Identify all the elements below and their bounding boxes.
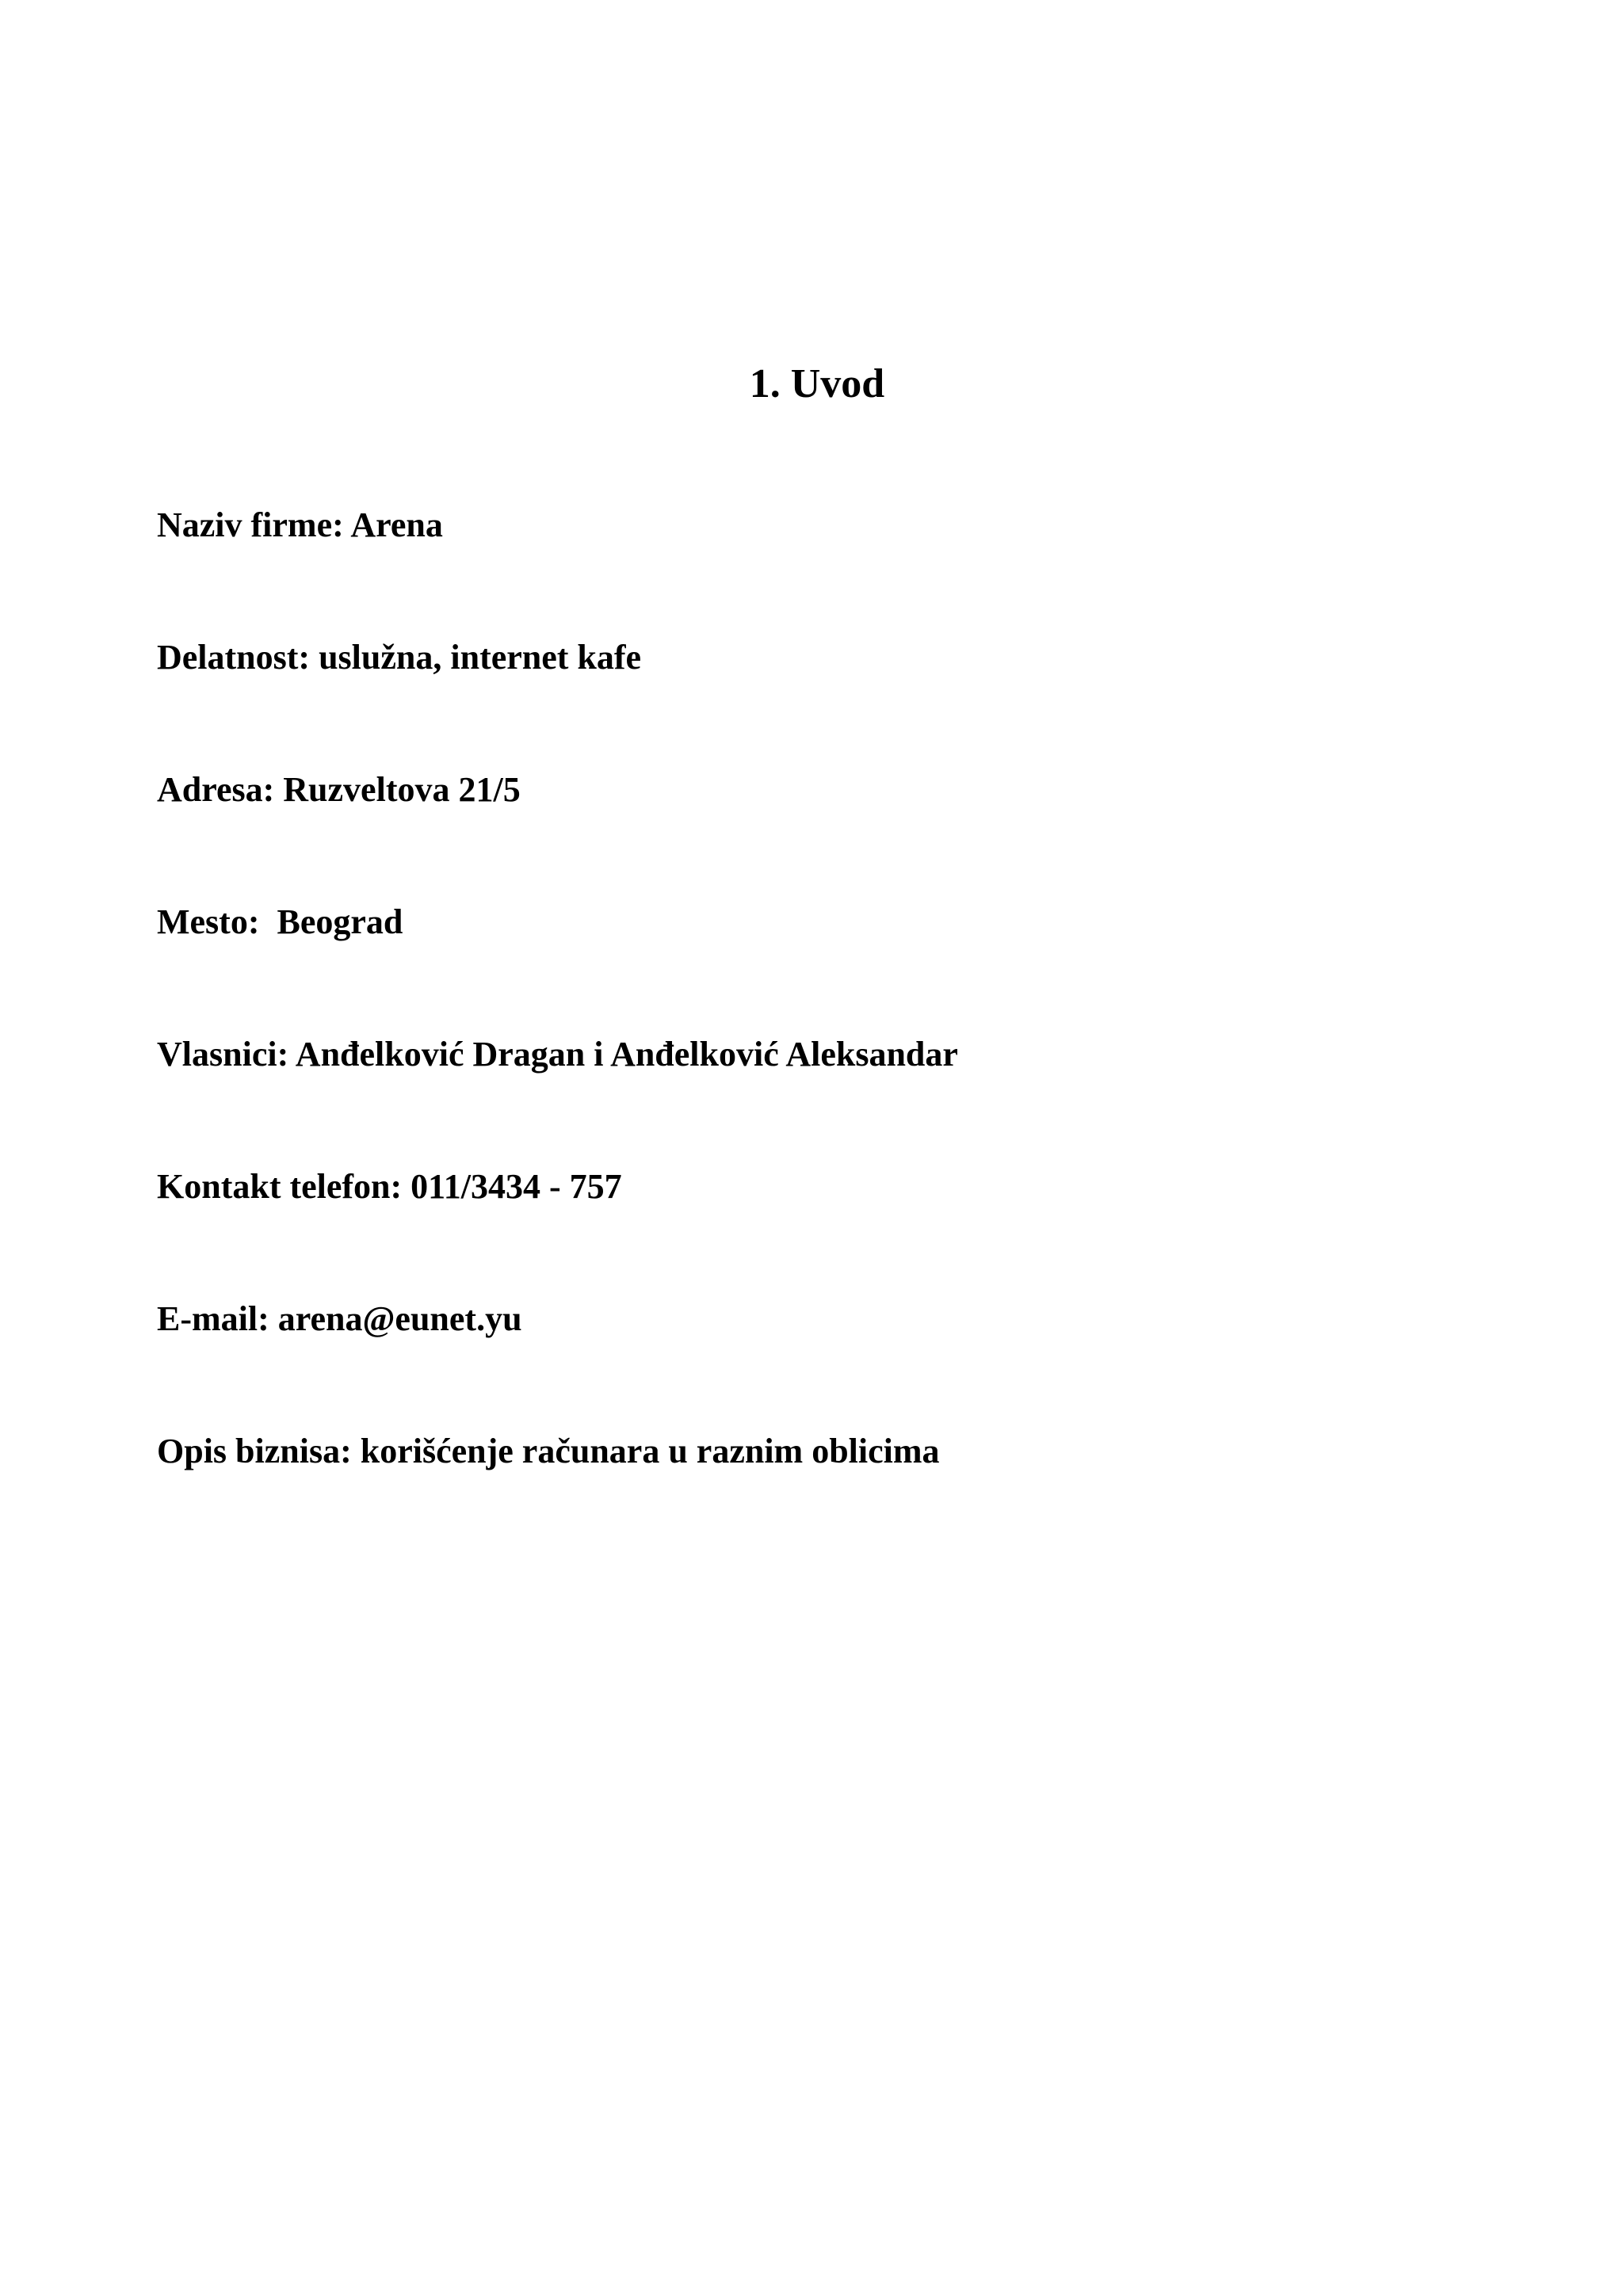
- field-phone: Kontakt telefon: 011/3434 - 757: [157, 1167, 622, 1206]
- section-heading: 1. Uvod: [749, 361, 885, 406]
- field-email: E-mail: arena@eunet.yu: [157, 1299, 522, 1338]
- field-address: Adresa: Ruzveltova 21/5: [157, 770, 521, 809]
- field-owners: Vlasnici: Anđelković Dragan i Anđelković Aleksandar: [157, 1035, 958, 1074]
- field-company-name: Naziv firme: Arena: [157, 505, 443, 544]
- company-info-list: [157, 502, 1504, 1560]
- field-business-description: Opis biznisa: korišćenje računara u raznim oblicima: [157, 1432, 940, 1470]
- field-activity: Delatnost: uslužna, internet kafe: [157, 638, 642, 677]
- field-city: Mesto: Beograd: [157, 902, 403, 941]
